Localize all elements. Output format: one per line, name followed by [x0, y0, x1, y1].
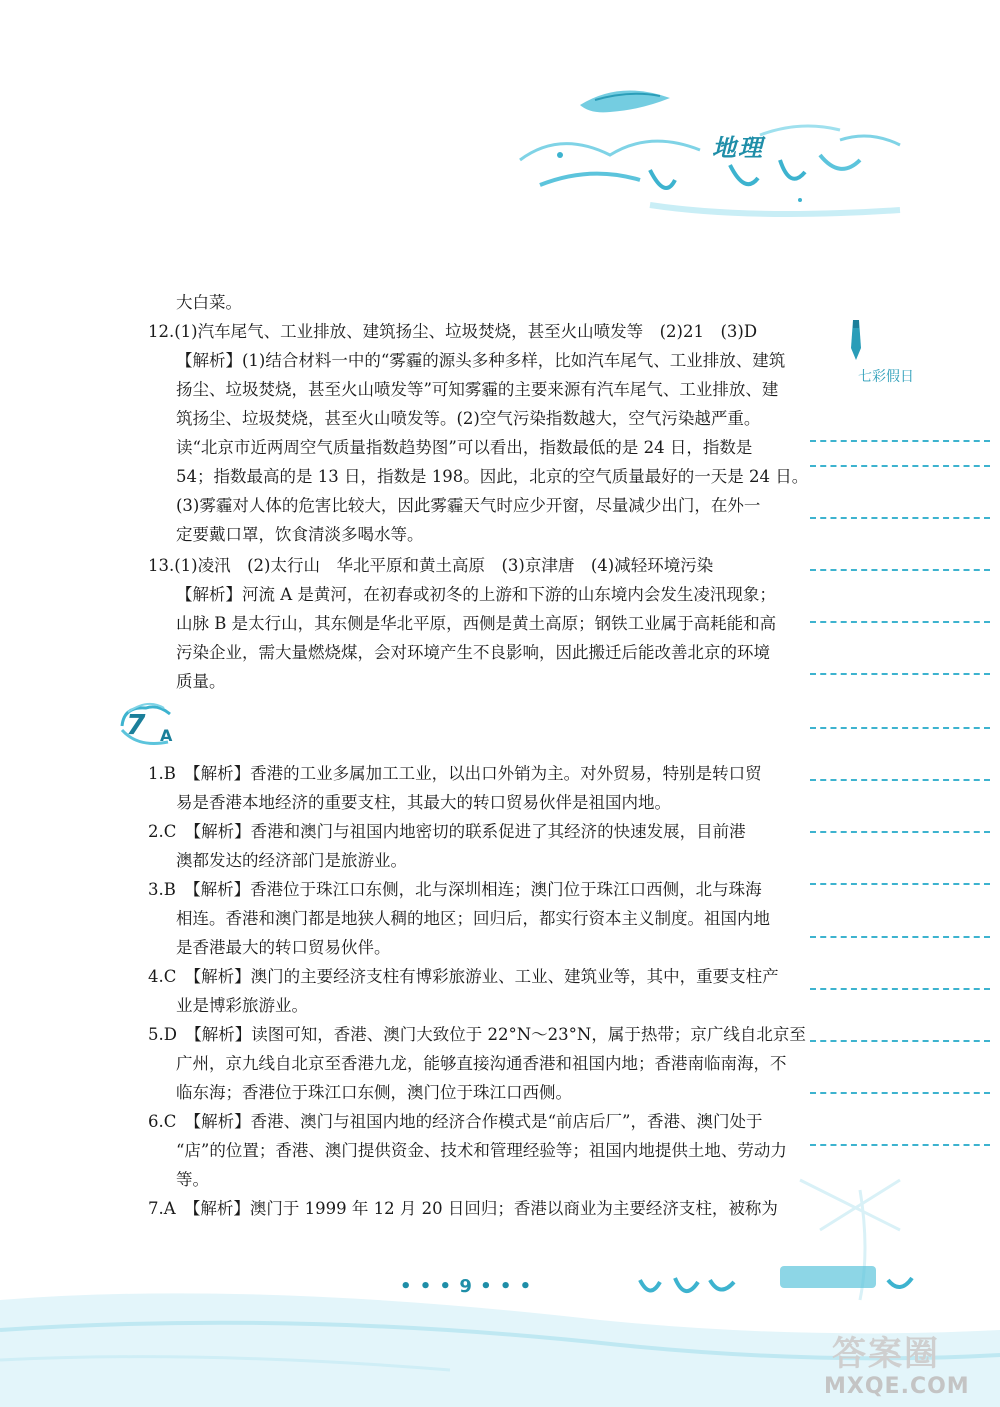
- text-line: 12.(1)汽车尾气、工业排放、建筑扬尘、垃圾焚烧，甚至火山喷发等 (2)21 (3)D: [148, 322, 758, 341]
- text-line: 3.B 【解析】香港位于珠江口东侧，北与深圳相连；澳门位于珠江口西侧，北与珠海: [148, 880, 762, 899]
- text-line: 易是香港本地经济的重要支柱，其最大的转口贸易伙伴是祖国内地。: [176, 793, 671, 812]
- note-line: [810, 727, 990, 729]
- note-line: [810, 831, 990, 833]
- note-line: [810, 988, 990, 990]
- note-line: [810, 569, 990, 571]
- text-line: 定要戴口罩，饮食清淡多喝水等。: [176, 525, 424, 544]
- text-line: 6.C 【解析】香港、澳门与祖国内地的经济合作模式是“前店后厂”，香港、澳门处于: [148, 1112, 763, 1131]
- text-line: 【解析】河流 A 是黄河，在初春或初冬的上游和下游的山东境内会发生凌汛现象；: [176, 585, 776, 604]
- note-line: [810, 883, 990, 885]
- note-line: [810, 779, 990, 781]
- text-line: 读“北京市近两周空气质量指数趋势图”可以看出，指数最低的是 24 日，指数是: [176, 438, 753, 457]
- watermark-url: MXQE.COM: [824, 1374, 970, 1399]
- text-line: 54；指数最高的是 13 日，指数是 198。因此，北京的空气质量最好的一天是 24 日。: [176, 467, 809, 486]
- note-line: [810, 1092, 990, 1094]
- text-line: 业是博彩旅游业。: [176, 996, 308, 1015]
- note-line: [810, 440, 990, 442]
- text-line: 【解析】(1)结合材料一中的“雾霾的源头多种多样，比如汽车尾气、工业排放、建筑: [176, 351, 786, 370]
- text-line: 筑扬尘、垃圾焚烧，甚至火山喷发等。(2)空气污染指数越大，空气污染越严重。: [176, 409, 761, 428]
- text-line: 山脉 B 是太行山，其东侧是华北平原，西侧是黄土高原；钢铁工业属于高耗能和高: [176, 614, 777, 633]
- text-line: 广州，京九线自北京至香港九龙，能够直接沟通香港和祖国内地；香港南临南海，不: [176, 1054, 787, 1073]
- sidebar-label: 七彩假日: [858, 369, 914, 385]
- note-line: [810, 1144, 990, 1146]
- page-number: • • • 9 • • •: [400, 1276, 533, 1297]
- text-line: 大白菜。: [176, 293, 242, 312]
- text-line: 质量。: [176, 672, 226, 691]
- text-line: (3)雾霾对人体的危害比较大，因此雾霾天气时应少开窗，尽量减少出门，在外一: [176, 496, 761, 515]
- text-line: 是香港最大的转口贸易伙伴。: [176, 938, 391, 957]
- text-line: 2.C 【解析】香港和澳门与祖国内地密切的联系促进了其经济的快速发展，目前港: [148, 822, 746, 841]
- subject-title: 地理: [712, 134, 764, 162]
- text-line: 7.A 【解析】澳门于 1999 年 12 月 20 日回归；香港以商业为主要经济支柱，被称为: [148, 1199, 778, 1218]
- header-decoration: [500, 60, 920, 230]
- pen-icon: [845, 318, 869, 362]
- note-line: [810, 465, 990, 467]
- note-line: [810, 517, 990, 519]
- note-line: [810, 621, 990, 623]
- section-number: 7: [126, 708, 146, 741]
- text-line: 13.(1)凌汛 (2)太行山 华北平原和黄土高原 (3)京津唐 (4)减轻环境污染: [148, 556, 714, 575]
- section-letter: A: [160, 726, 173, 745]
- text-line: 相连。香港和澳门都是地狭人稠的地区；回归后，都实行资本主义制度。祖国内地: [176, 909, 770, 928]
- watermark-logo: 答案圈: [832, 1334, 940, 1374]
- note-line: [810, 1040, 990, 1042]
- note-line: [810, 936, 990, 938]
- text-line: 污染企业，需大量燃烧煤，会对环境产生不良影响，因此搬迁后能改善北京的环境: [176, 643, 770, 662]
- text-line: 临东海；香港位于珠江口东侧，澳门位于珠江口西侧。: [176, 1083, 572, 1102]
- text-line: “店”的位置；香港、澳门提供资金、技术和管理经验等；祖国内地提供土地、劳动力: [176, 1141, 787, 1160]
- note-line: [810, 673, 990, 675]
- text-line: 5.D 【解析】读图可知，香港、澳门大致位于 22°N～23°N，属于热带；京广线自北京至: [148, 1025, 806, 1044]
- text-line: 扬尘、垃圾焚烧，甚至火山喷发等”可知雾霾的主要来源有汽车尾气、工业排放、建: [176, 380, 779, 399]
- text-line: 4.C 【解析】澳门的主要经济支柱有博彩旅游业、工业、建筑业等，其中，重要支柱产: [148, 967, 779, 986]
- text-line: 澳都发达的经济部门是旅游业。: [176, 851, 407, 870]
- text-line: 1.B 【解析】香港的工业多属加工工业，以出口外销为主。对外贸易，特别是转口贸: [148, 764, 762, 783]
- text-line: 等。: [176, 1170, 209, 1189]
